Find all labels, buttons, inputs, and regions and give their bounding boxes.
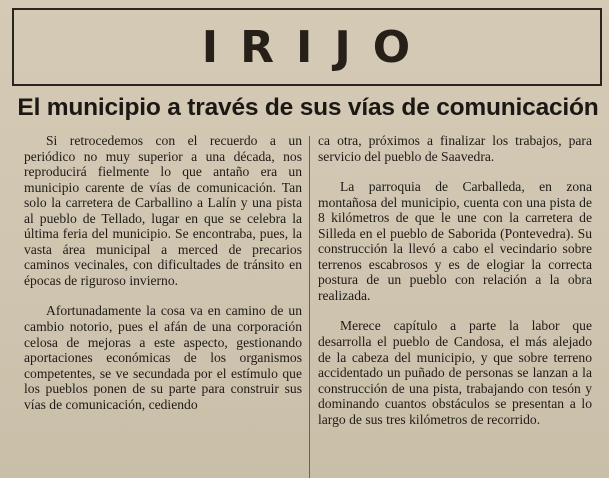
column-divider [309, 136, 310, 478]
paragraph: Si retrocedemos con el recuerdo a un periódico no muy superior a una década, nos reproducirá fielmente lo que antaño era un municipio carente de vías de comunicación. Tan solo la carretera de Carballino a Lalín y una pista al pueblo de Tellado, lugar en que se celebra la última feria del municipio. Se encontraba, pues, la vasta área municipal a merced de precarios caminos vecinales, con dificultades de tránsito en épocas de riguroso invierno. [24, 133, 302, 288]
article-column-right [318, 133, 592, 427]
article-headline: El municipio a través de sus vías de comunicación [17, 94, 599, 121]
section-header-box [12, 8, 602, 86]
section-title: IRIJO [201, 21, 433, 73]
paragraph: Merece capítulo a parte la labor que desarrolla el pueblo de Candosa, el más alejado de la cabeza del municipio, y que sobre terreno accidentado un puñado de personas se lanzan a la construcción de una pista, trabajando con tesón y dominando cuantos obstáculos se presentan a lo largo de sus tres kilómetros de recorrido. [318, 318, 592, 427]
article-column-left [24, 133, 302, 412]
paragraph: Afortunadamente la cosa va en camino de un cambio notorio, pues el afán de una corporación celosa de mejoras a este aspecto, gestionando aportaciones económicas de los organismos competentes, se ve secundada por el estímulo que los pueblos ponen de su parte para construir sus vías de comunicación, cediendo [24, 303, 302, 412]
paragraph-continuation: ca otra, próximos a finalizar los trabajos, para servicio del pueblo de Saavedra. [318, 133, 592, 164]
paragraph: La parroquia de Carballeda, en zona montañosa del municipio, cuenta con una pista de 8 kilómetros de que le une con la carretera de Silleda en el pueblo de Saborida (Pontevedra). Su construcción la llevó a cabo el vecindario sobre terrenos escabrosos y es de elogiar la correcta postura de un pueblo con relación a la obra realizada. [318, 179, 592, 303]
